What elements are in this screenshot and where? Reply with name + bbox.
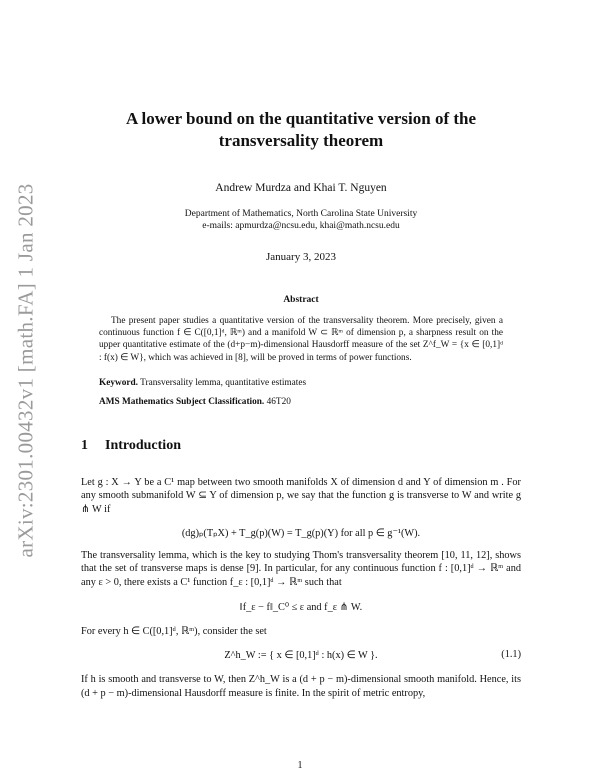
paper-date: January 3, 2023: [266, 251, 336, 263]
paper-title: [81, 108, 521, 152]
arxiv-identifier-sidebar: [6, 175, 46, 565]
keyword-label: Keyword.: [99, 377, 138, 388]
keywords: [99, 378, 503, 388]
paragraph-1: Let g : X → Y be a C¹ map between two smooth manifolds X of dimension d and Y of dimension m . For any smooth submanifold W ⊆ Y of dimension p, we say that the function g is transverse to W and write g ⋔ W if: [81, 476, 521, 515]
keyword-text: Transversality lemma, quantitative estimates: [140, 377, 307, 388]
paragraph-2: The transversality lemma, which is the key to studying Thom's transversality theorem [10, 11, 12], shows that the set of transverse maps is dense [9]. In particular, for any continuous function f : [0,1]ᵈ → ℝᵐ and any ε > 0, there exists a C¹ function f_ε : [0,1]ᵈ → ℝᵐ such that: [81, 549, 521, 588]
section-heading: [81, 438, 521, 454]
section-number: 1: [81, 437, 88, 453]
arxiv-identifier: arXiv:2301.00432v1 [math.FA] 1 Jan 2023: [13, 182, 38, 558]
section-title: Introduction: [105, 437, 181, 453]
abstract-text: The present paper studies a quantitative version of the transversality theorem. More precisely, given a continuous function f ∈ C([0,1]ᵈ, ℝᵐ) and a manifold W ⊂ ℝᵐ of dimension p, a sharpness result on the upper quantitative estimate of the (d+p−m)-dimensional Hausdorff measure of the set Z^f_W = {x ∈ [0,1]ᵈ : f(x) ∈ W}, which was achieved in [8], will be proved in terms of power functions.: [99, 316, 503, 363]
authors: Andrew Murdza and Khai T. Nguyen: [215, 182, 387, 194]
paragraph-3: For every h ∈ C([0,1]ᵈ, ℝᵐ), consider the set: [81, 626, 267, 638]
equation-1-1: [81, 649, 521, 661]
emails: e-mails: apmurdza@ncsu.edu, khai@math.ncsu.edu: [202, 221, 400, 231]
equation-number: (1.1): [501, 648, 521, 660]
abstract-heading: Abstract: [283, 295, 319, 305]
page-number: 1: [297, 760, 303, 771]
affiliation: Department of Mathematics, North Carolina State University: [184, 209, 418, 219]
equation-approximation: ‖f_ε − f‖_C⁰ ≤ ε and f_ε ⋔ W.: [239, 602, 363, 614]
paragraph-4: If h is smooth and transverse to W, then Z^h_W is a (d + p − m)-dimensional smooth manifold. Hence, its (d + p − m)-dimensional Hausdorff measure is finite. In the spirit of metric entropy,: [81, 673, 521, 699]
paper-page: [81, 108, 521, 700]
ams-classification: [99, 397, 503, 407]
ams-label: AMS Mathematics Subject Classification.: [99, 396, 265, 407]
equation-transversality: (dg)ₚ(TₚX) + T_g(p)(W) = T_g(p)(Y) for all p ∈ g⁻¹(W).: [181, 527, 421, 539]
ams-text: 46T20: [266, 396, 291, 407]
equation-1-1-body: Z^h_W := { x ∈ [0,1]ᵈ : h(x) ∈ W }.: [224, 649, 378, 661]
title-line-2: transversality theorem: [218, 131, 384, 150]
title-line-1: A lower bound on the quantitative version of the: [125, 109, 477, 128]
affiliation-block: [81, 208, 521, 232]
